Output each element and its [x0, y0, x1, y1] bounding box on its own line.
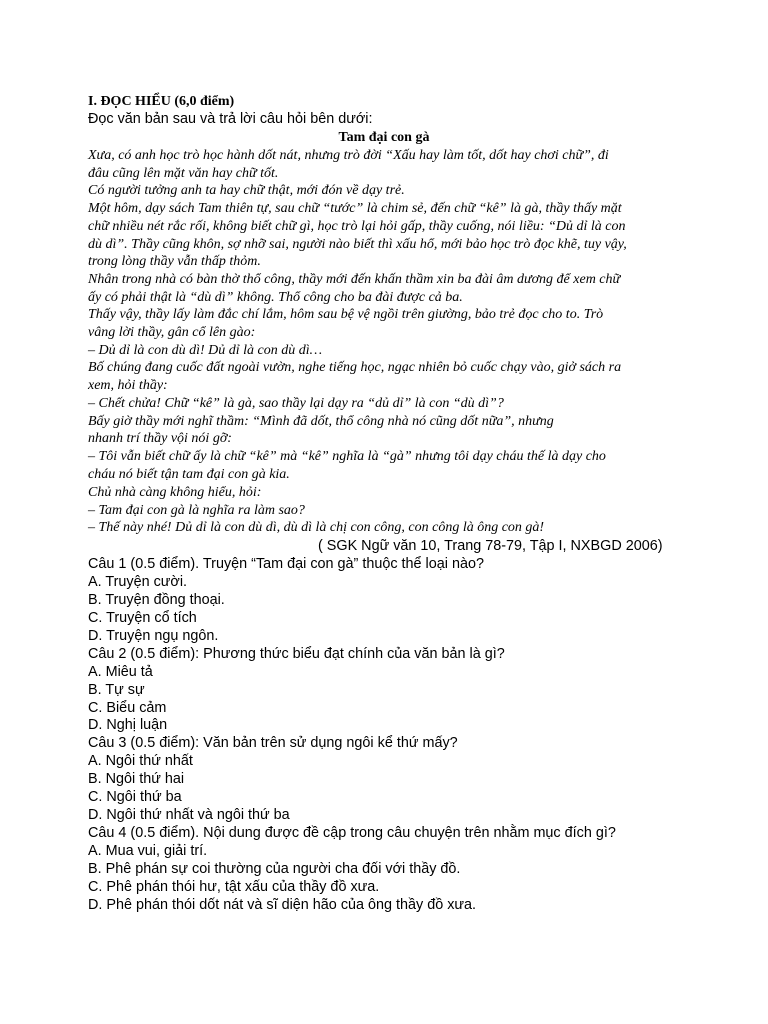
story-line: cháu nó biết tận tam đại con gà kia.	[88, 467, 290, 482]
story-line: đâu cũng lên mặt văn hay chữ tốt.	[88, 166, 279, 181]
story-line: Xưa, có anh học trò học hành dốt nát, nhưng trò đời “Xấu hay làm tốt, dốt hay chơi chữ”, đi	[88, 148, 609, 163]
story-line: Thấy vậy, thầy lấy làm đắc chí lắm, hôm sau bệ vệ ngồi trên giường, bảo trẻ đọc cho to. Trò	[88, 307, 604, 322]
story-line: – Thế này nhé! Dủ dỉ là con dù dì, dù dì là chị con công, con công là ông con gà!	[88, 520, 545, 535]
story-line: Bố chúng đang cuốc đất ngoài vườn, nghe tiếng học, ngạc nhiên bỏ cuốc chạy vào, giở sách ra	[88, 360, 622, 375]
story-line: xem, hỏi thầy:	[88, 378, 168, 393]
story-line: – Tôi vẫn biết chữ ấy là chữ “kê” mà “kê” nghĩa là “gà” nhưng tôi dạy cháu thế là dạy cho	[88, 449, 606, 464]
q4-option-c: C. Phê phán thói hư, tật xấu của thầy đồ xưa.	[88, 879, 380, 895]
q1-option-a: A. Truyện cười.	[88, 574, 188, 590]
q2-option-d: D. Nghị luận	[88, 717, 168, 733]
story-line: vâng lời thầy, gân cổ lên gào:	[88, 325, 256, 340]
story-line: trong lòng thầy vẫn thấp thỏm.	[88, 254, 261, 269]
story-title: Tam đại con gà	[338, 130, 430, 145]
story-line: Chủ nhà càng không hiểu, hỏi:	[88, 485, 262, 500]
section-heading: I. ĐỌC HIỂU (6,0 điểm)	[88, 94, 235, 109]
q1-option-d: D. Truyện ngụ ngôn.	[88, 628, 219, 644]
story-line: nhanh trí thầy vội nói gỡ:	[88, 431, 232, 446]
q2-option-a: A. Miêu tả	[88, 664, 153, 680]
story-line: ấy có phải thật là “dù dì” không. Thổ công cho ba đài được cả ba.	[88, 290, 463, 305]
story-line: Một hôm, dạy sách Tam thiên tự, sau chữ “tước” là chim sẻ, đến chữ “kê” là gà, thầy thấy mặt	[88, 201, 622, 216]
q3-option-d: D. Ngôi thứ nhất và ngôi thứ ba	[88, 807, 290, 823]
story-line: Bấy giờ thầy mới nghĩ thầm: “Mình đã dốt, thổ công nhà nó cũng dốt nữa”, nhưng	[88, 414, 554, 429]
q3-option-c: C. Ngôi thứ ba	[88, 789, 182, 805]
story-line: – Tam đại con gà là nghĩa ra làm sao?	[88, 503, 305, 518]
q1-option-c: C. Truyện cổ tích	[88, 610, 197, 626]
story-line: Có người tưởng anh ta hay chữ thật, mới đón về dạy trẻ.	[88, 183, 405, 198]
story-line: – Chết chửa! Chữ “kê” là gà, sao thầy lại dạy ra “dủ dỉ” là con “dù dì”?	[88, 396, 504, 411]
q4-option-b: B. Phê phán sự coi thường của người cha đối với thầy đồ.	[88, 861, 461, 877]
question-3: Câu 3 (0.5 điểm): Văn bản trên sử dụng ngôi kể thứ mấy?	[88, 735, 458, 751]
instruction-text: Đọc văn bản sau và trả lời câu hỏi bên dưới:	[88, 111, 373, 127]
question-2: Câu 2 (0.5 điểm): Phương thức biểu đạt chính của văn bản là gì?	[88, 646, 505, 662]
story-line: chữ nhiều nét rắc rối, không biết chữ gì, học trò lại hỏi gấp, thầy cuống, nói liều: “Dủ dỉ là con	[88, 219, 626, 234]
q3-option-b: B. Ngôi thứ hai	[88, 771, 185, 787]
question-4: Câu 4 (0.5 điểm). Nội dung được đề cập trong câu chuyện trên nhằm mục đích gì?	[88, 825, 616, 841]
source-citation: ( SGK Ngữ văn 10, Trang 78-79, Tập I, NXBGD 2006)	[318, 538, 663, 554]
q3-option-a: A. Ngôi thứ nhất	[88, 753, 193, 769]
story-line: Nhân trong nhà có bàn thờ thổ công, thầy mới đến khấn thầm xin ba đài âm dương để xem chữ	[88, 272, 621, 287]
story-line: – Dủ dỉ là con dù dì! Dủ dỉ là con dù dì…	[88, 343, 323, 358]
q2-option-b: B. Tự sự	[88, 682, 145, 698]
story-line: dù dì”. Thầy cũng khôn, sợ nhỡ sai, người nào biết thì xấu hổ, mới bảo học trò đọc khẽ, tuy vậy,	[88, 237, 627, 252]
q2-option-c: C. Biểu cảm	[88, 700, 167, 716]
q4-option-a: A. Mua vui, giải trí.	[88, 843, 208, 859]
q1-option-b: B. Truyện đồng thoại.	[88, 592, 225, 608]
question-1: Câu 1 (0.5 điểm). Truyện “Tam đại con gà” thuộc thể loại nào?	[88, 556, 484, 572]
q4-option-d: D. Phê phán thói dốt nát và sĩ diện hão của ông thầy đồ xưa.	[88, 897, 477, 913]
